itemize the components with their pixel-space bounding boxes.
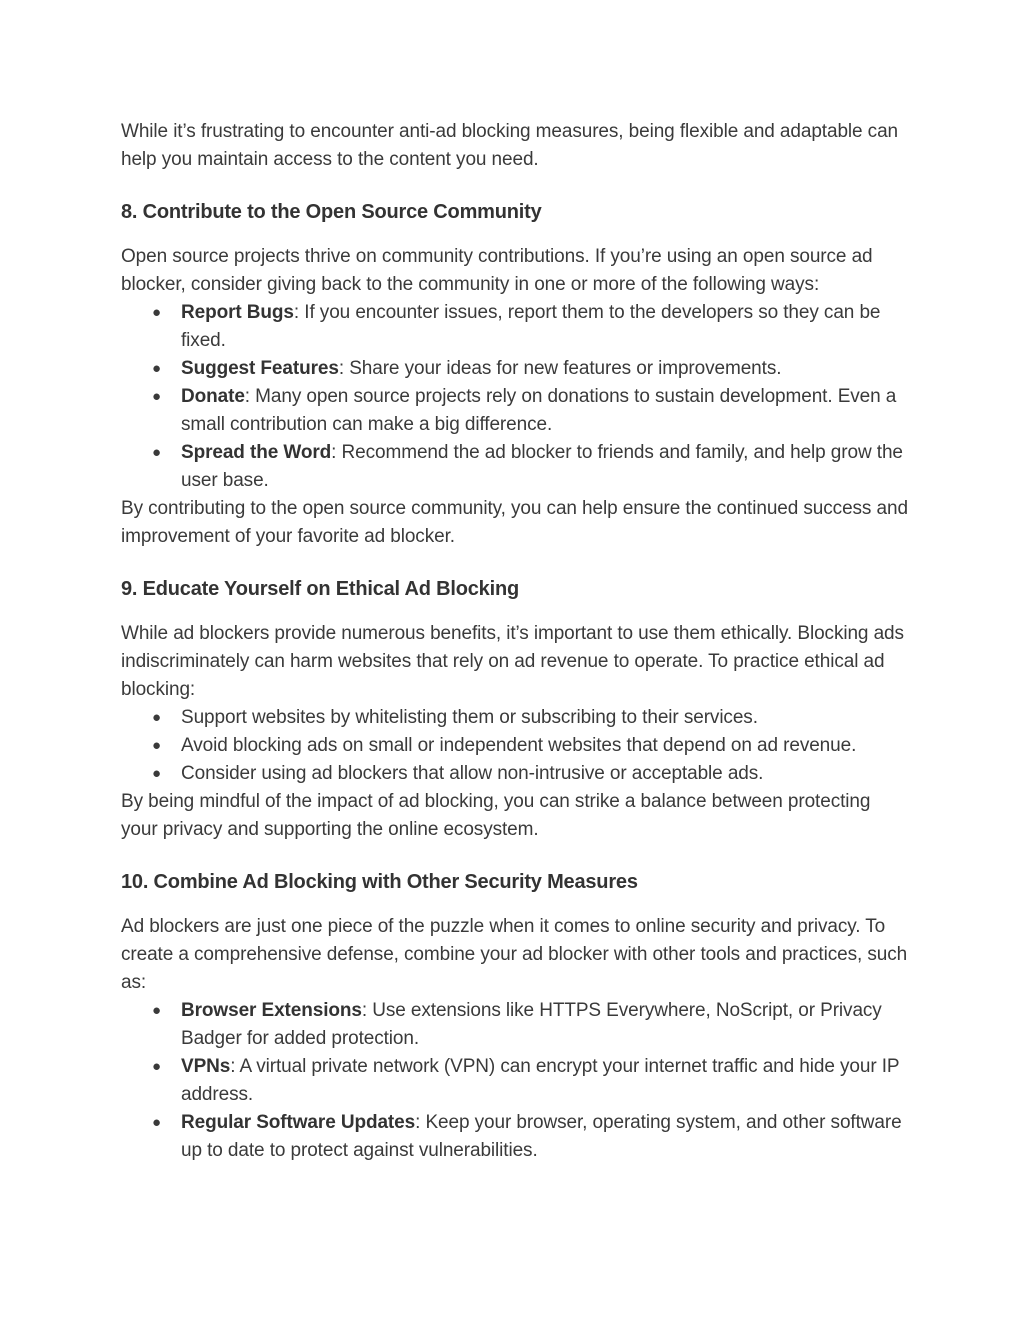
list-item [121,1053,911,1109]
list-item-text: : Share your ideas for new features or improvements. [338,358,782,379]
list-item-term: Suggest Features [181,358,339,379]
bullet-icon: ● [152,1002,161,1019]
list-item [121,997,911,1053]
bullet-icon: ● [152,737,161,754]
list-item-text: : A virtual private network (VPN) can encrypt your internet traffic and hide your IP address. [181,1056,900,1105]
bullet-icon: ● [152,388,161,405]
section-8-outro: By contributing to the open source community, you can help ensure the continued success and improvement of your favorite ad blocker. [121,498,908,547]
list-item [121,704,911,732]
bullet-icon: ● [152,1114,161,1131]
section-10-list [121,997,911,1165]
section-9-list [121,704,911,788]
section-8-list [121,299,911,495]
list-item-term: VPNs [181,1056,231,1077]
list-item-text: Support websites by whitelisting them or subscribing to their services. [181,707,758,728]
list-item-term: Browser Extensions [181,1000,362,1021]
list-item-text: : If you encounter issues, report them to the developers so they can be fixed. [181,302,881,351]
intro-paragraph: While it’s frustrating to encounter anti-ad blocking measures, being flexible and adaptable can help you maintain access to the content you need. [121,121,899,170]
bullet-icon: ● [152,360,161,377]
list-item-text: : Recommend the ad blocker to friends and family, and help grow the user base. [181,442,903,491]
list-item-term: Report Bugs [181,302,294,323]
bullet-icon: ● [152,444,161,461]
bullet-icon: ● [152,765,161,782]
list-item [121,439,911,495]
section-10-heading: 10. Combine Ad Blocking with Other Security Measures [121,871,638,893]
list-item-text: : Keep your browser, operating system, and other software up to date to protect against vulnerabilities. [181,1112,902,1161]
list-item-text: Consider using ad blockers that allow non-intrusive or acceptable ads. [181,763,764,784]
list-item [121,1109,911,1165]
list-item-term: Regular Software Updates [181,1112,416,1133]
section-10-intro: Ad blockers are just one piece of the puzzle when it comes to online security and privacy. To create a comprehensive defense, combine your ad blocker with other tools and practices, such as: [121,916,908,993]
section-9-heading: 9. Educate Yourself on Ethical Ad Blocking [121,578,519,600]
section-8-heading: 8. Contribute to the Open Source Community [121,201,542,223]
document-page [121,118,911,1165]
list-item-term: Spread the Word [181,442,332,463]
list-item [121,732,911,760]
list-item-text: : Many open source projects rely on donations to sustain development. Even a small contribution can make a big difference. [181,386,897,435]
bullet-icon: ● [152,1058,161,1075]
list-item-text: : Use extensions like HTTPS Everywhere, NoScript, or Privacy Badger for added protection. [181,1000,882,1049]
list-item-text: Avoid blocking ads on small or independent websites that depend on ad revenue. [181,735,857,756]
list-item [121,760,911,788]
section-8-intro: Open source projects thrive on community contributions. If you’re using an open source ad blocker, consider giving back to the community in one or more of the following ways: [121,246,873,295]
section-9-intro: While ad blockers provide numerous benefits, it’s important to use them ethically. Blocking ads indiscriminately can harm websites that rely on ad revenue to operate. To practice ethical ad blocking: [121,623,904,700]
list-item-term: Donate [181,386,245,407]
list-item [121,355,911,383]
list-item [121,299,911,355]
bullet-icon: ● [152,304,161,321]
section-9-outro: By being mindful of the impact of ad blocking, you can strike a balance between protecting your privacy and supporting the online ecosystem. [121,791,871,840]
bullet-icon: ● [152,709,161,726]
list-item [121,383,911,439]
